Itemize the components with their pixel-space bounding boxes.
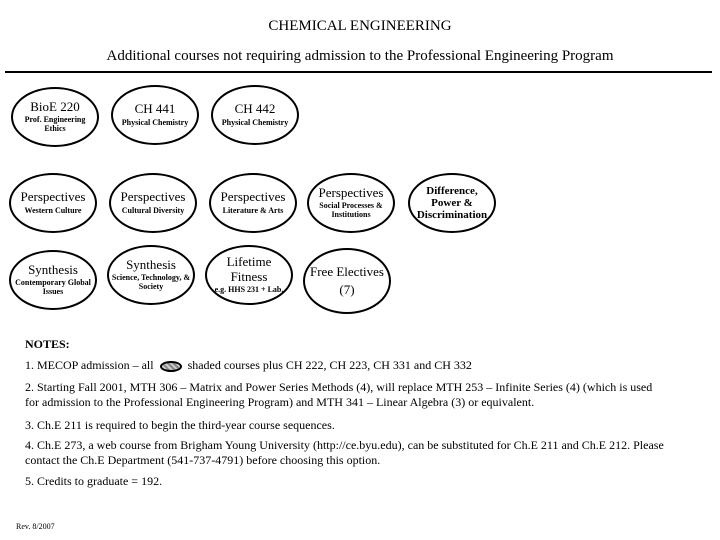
page-title: CHEMICAL ENGINEERING <box>268 18 452 34</box>
course-bioe220: BioE 220 Prof. Engineering Ethics <box>11 87 99 147</box>
note-1: 1. MECOP admission – all shaded courses plus CH 222, CH 223, CH 331 and CH 332 <box>25 358 472 372</box>
shaded-oval-icon <box>160 361 182 372</box>
note-2: 2. Starting Fall 2001, MTH 306 – Matrix and Power Series Methods (4), will replace MTH 253 – Infinite Series (4) (which is used for admission to the Professional Engineering Program) and MTH 341 – Linear Algebra (3) or equivalent. <box>25 380 653 409</box>
note-5: 5. Credits to graduate = 192. <box>25 474 163 488</box>
course-synthesis-global: Synthesis Contemporary Global Issues <box>9 250 97 310</box>
note-4: 4. Ch.E 273, a web course from Brigham Young University (http://ce.byu.edu), can be substituted for Ch.E 211 and Ch.E 212. Please contact the Ch.E Department (541-737-4791) before choosing this option. <box>25 438 664 467</box>
course-perspectives-cultural: Perspectives Cultural Diversity <box>109 173 197 233</box>
note-3: 3. Ch.E 211 is required to begin the third-year course sequences. <box>25 418 335 432</box>
course-difference-power: Difference, Power & Discrimination <box>408 173 496 233</box>
course-perspectives-literature: Perspectives Literature & Arts <box>209 173 297 233</box>
course-ch441: CH 441 Physical Chemistry <box>111 85 199 145</box>
revision-date: Rev. 8/2007 <box>16 522 55 531</box>
course-free-electives: Free Electives (7) <box>303 248 391 314</box>
course-perspectives-social: Perspectives Social Processes & Institutions <box>307 173 395 233</box>
course-synthesis-science: Synthesis Science, Technology, & Society <box>107 245 195 305</box>
course-ch442: CH 442 Physical Chemistry <box>211 85 299 145</box>
course-lifetime-fitness: Lifetime Fitness e.g. HHS 231 + Lab. <box>205 245 293 305</box>
page-subtitle: Additional courses not requiring admission to the Professional Engineering Program <box>106 48 614 64</box>
course-perspectives-western: Perspectives Western Culture <box>9 173 97 233</box>
notes-heading: NOTES: <box>25 337 70 351</box>
divider <box>5 71 712 73</box>
